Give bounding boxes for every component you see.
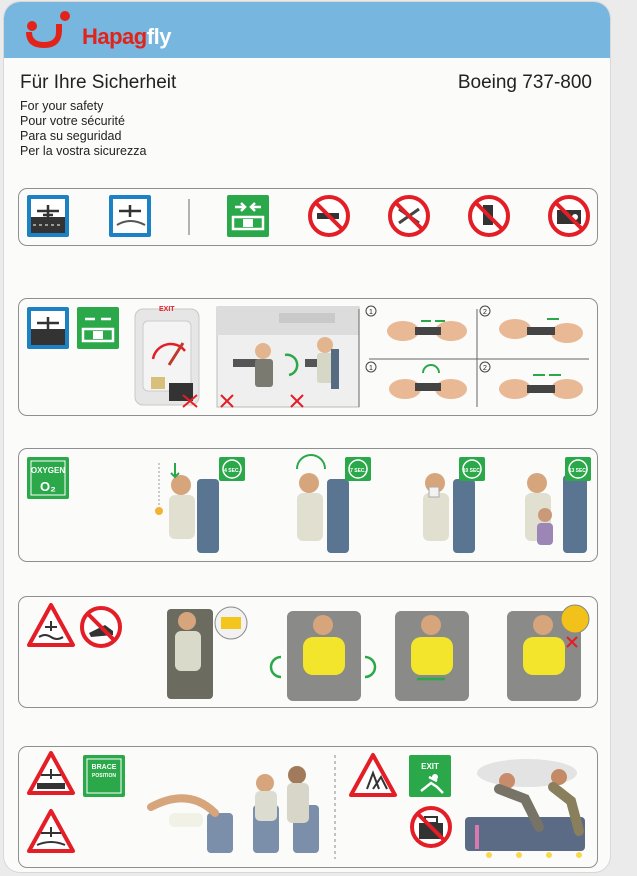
oxygen-step-2-illustration: [297, 455, 349, 553]
landing-sign-icon: [109, 195, 151, 237]
exit-sign-title: EXIT: [421, 762, 439, 771]
buckle-fasten-illustration: [387, 321, 467, 341]
brace-sign-title: BRACE: [91, 764, 117, 771]
takeoff-sign-icon: [27, 195, 69, 237]
subtitle-it: Per la vostra sicurezza: [20, 144, 147, 158]
subtitle-es: Para su seguridad: [20, 129, 122, 143]
step-number: 2: [483, 365, 487, 372]
oxygen-step-1-illustration: [155, 463, 219, 553]
panel-general-signs: [18, 188, 598, 246]
oxygen-step-3-illustration: [423, 473, 475, 553]
vest-step-4-illustration: [507, 605, 589, 701]
step-number: 2: [483, 309, 487, 316]
panel-oxygen: [18, 448, 598, 562]
vest-step-2-illustration: [271, 611, 375, 701]
logo-part-fly: fly: [146, 24, 171, 49]
timer-label: 13 SEC.: [568, 468, 588, 474]
logo-part-hapag: Hapag: [82, 24, 147, 49]
panel-brace: [18, 746, 598, 868]
no-high-heels-icon: [82, 608, 120, 646]
hapagfly-logo: [22, 8, 222, 54]
panel-seatbelt: [18, 298, 598, 416]
emergency-landing-warning-icon: [29, 811, 73, 851]
no-baggage-icon: [412, 808, 450, 846]
brace-sign-sub: POSITION: [92, 773, 116, 779]
no-smoking-icon: [310, 197, 348, 235]
step-number: 1: [369, 309, 373, 316]
takeoff-sign-icon: [27, 307, 69, 349]
fasten-seatbelt-sign-icon: [227, 195, 269, 237]
oxygen-step-4-illustration: [525, 473, 587, 553]
exit-door-illustration: [135, 309, 199, 407]
step-number: 1: [369, 365, 373, 372]
no-radio-icon: [550, 197, 588, 235]
aircraft-model: Boeing 737-800: [457, 72, 592, 93]
timer-label: 7 SEC.: [350, 468, 366, 474]
fasten-seatbelt-sign-icon: [77, 307, 119, 349]
oxygen-sign-formula: O₂: [40, 479, 56, 494]
buckle-tighten-illustration: [499, 319, 583, 343]
evacuation-illustration: [465, 759, 585, 858]
buckle-release-illustration: [499, 375, 583, 399]
panel-lifevest: [18, 596, 598, 708]
timer-label: 4 SEC.: [224, 468, 240, 474]
fire-warning-icon: [351, 755, 395, 795]
water-landing-warning-icon: [29, 605, 73, 645]
buckle-lift-illustration: [389, 365, 467, 399]
logo-wordmark: [82, 24, 171, 50]
subtitle-en: For your safety: [20, 99, 104, 113]
page-title: Für Ihre Sicherheit: [20, 72, 177, 93]
seat-row-illustration: [217, 307, 359, 407]
vest-step-1-illustration: [167, 607, 247, 699]
safety-card: [4, 2, 610, 872]
oxygen-sign-title: OXYGEN: [30, 466, 66, 475]
no-electronic-device-icon: [470, 197, 508, 235]
subtitle-fr: Pour votre sécurité: [20, 114, 125, 128]
exit-label: EXIT: [159, 306, 175, 313]
brace-position-illustration: [151, 766, 319, 853]
landing-warning-icon: [29, 753, 73, 793]
vest-step-3-illustration: [395, 611, 469, 701]
timer-label: 10 SEC.: [462, 468, 482, 474]
tui-smile-icon: [22, 8, 82, 54]
no-mobile-phone-icon: [390, 197, 428, 235]
